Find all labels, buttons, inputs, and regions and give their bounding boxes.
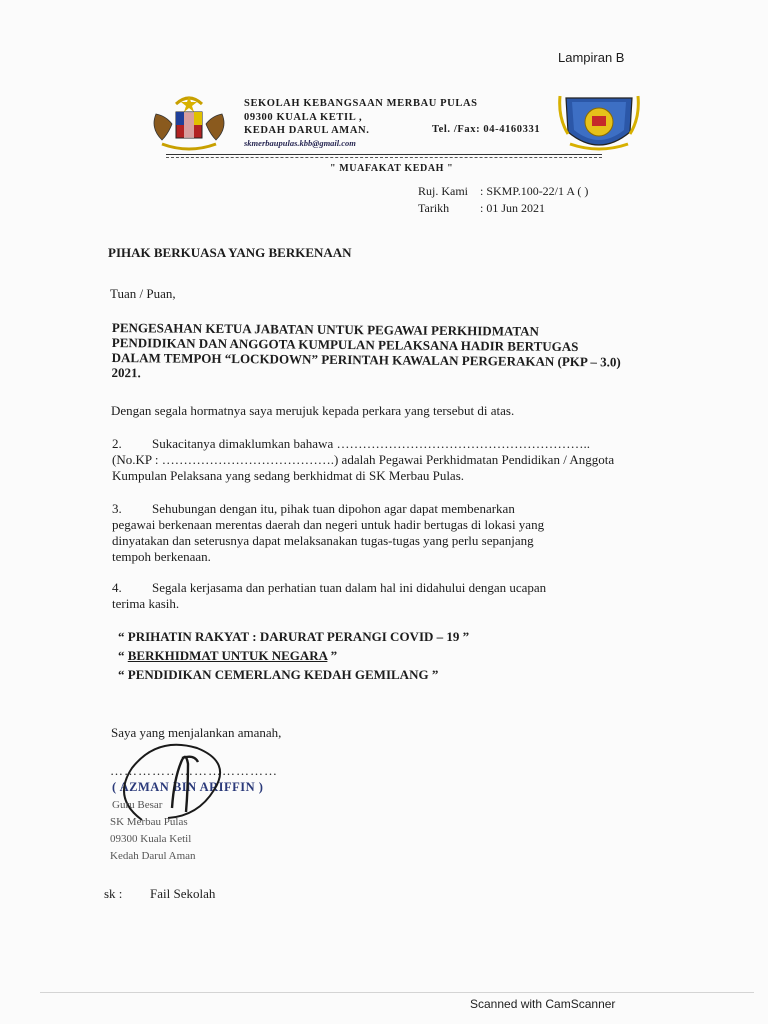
slogan-quote: ” xyxy=(330,648,338,663)
signer-address-line: Kedah Darul Aman xyxy=(110,850,196,862)
signer-name: ( AZMAN BIN ARIFFIN ) xyxy=(112,780,264,794)
letterhead-rule xyxy=(166,157,602,158)
paragraph-line: Kumpulan Pelaksana yang sedang berkhidmat di SK Merbau Pulas. xyxy=(112,468,465,483)
attachment-label: Lampiran B xyxy=(558,50,625,65)
paragraph-3 xyxy=(112,501,544,565)
school-address-line: 09300 KUALA KETIL , xyxy=(244,112,363,123)
subject-line: DALAM TEMPOH “LOCKDOWN” PERINTAH KAWALAN PERGERAKAN (PKP – 3.0) xyxy=(111,349,621,370)
salutation: Tuan / Puan, xyxy=(110,286,176,301)
subject-line: PENDIDIKAN DAN ANGGOTA KUMPULAN PELAKSANA HADIR BERTUGAS xyxy=(111,334,579,355)
paragraph-line: dinyatakan dan seterusnya dapat melaksanakan tugas-tugas yang perlu sepanjang xyxy=(112,533,534,548)
reference-block xyxy=(418,183,588,217)
date-label: Tarikh xyxy=(418,201,450,215)
signature-line: ……………………………… xyxy=(110,763,278,778)
ref-label: Ruj. Kami xyxy=(418,184,468,198)
slogan-quote: “ xyxy=(118,648,125,663)
paragraph-number: 3. xyxy=(112,501,122,516)
school-telfax: Tel. /Fax: 04-4160331 xyxy=(432,124,541,135)
slogan: “ PRIHATIN RAKYAT : DARURAT PERANGI COVID – 19 ” xyxy=(118,629,470,644)
slogan: “ PENDIDIKAN CEMERLANG KEDAH GEMILANG ” xyxy=(118,667,439,682)
paragraph-2 xyxy=(112,436,614,484)
paragraph-line: terima kasih. xyxy=(112,596,180,611)
letterhead-rule xyxy=(166,154,602,155)
subject-line: PENGESAHAN KETUA JABATAN UNTUK PEGAWAI PERKHIDMATAN xyxy=(111,320,539,339)
subject-line: 2021. xyxy=(111,364,141,381)
signer-address-line: 09300 Kuala Ketil xyxy=(110,833,192,845)
handwritten-signature xyxy=(102,728,242,828)
letter-subject xyxy=(111,320,652,385)
paragraph-line: Sehubungan dengan itu, pihak tuan dipohon agar dapat membenarkan xyxy=(152,501,515,516)
closing-line: Saya yang menjalankan amanah, xyxy=(111,725,282,740)
cc-value: Fail Sekolah xyxy=(150,886,216,901)
signer-title: Guru Besar xyxy=(112,799,163,811)
paragraph-4 xyxy=(112,580,546,612)
paragraph-line: (No.KP : ………………………………….) adalah Pegawai Perkhidmatan Pendidikan / Anggota xyxy=(112,452,615,467)
paragraph-number: 4. xyxy=(112,580,122,595)
scanner-watermark: Scanned with CamScanner xyxy=(470,997,616,1011)
paragraph-line: pegawai berkenaan merentas daerah dan negeri untuk hadir bertugas di lokasi yang xyxy=(112,517,545,532)
cc-label: sk : xyxy=(104,886,123,901)
paragraph-1: Dengan segala hormatnya saya merujuk kepada perkara yang tersebut di atas. xyxy=(111,403,515,418)
coat-of-arms-icon xyxy=(146,94,232,156)
slogan xyxy=(118,648,337,664)
paragraph-line: tempoh berkenaan. xyxy=(112,549,211,564)
date-value: : 01 Jun 2021 xyxy=(480,201,546,215)
school-address-line: KEDAH DARUL AMAN. xyxy=(244,125,370,136)
motto: " MUAFAKAT KEDAH " xyxy=(330,163,454,174)
school-name: SEKOLAH KEBANGSAAN MERBAU PULAS xyxy=(244,98,478,109)
school-email: skmerbaupulas.kbb@gmail.com xyxy=(244,138,356,148)
paragraph-line: Segala kerjasama dan perhatian tuan dalam hal ini didahului dengan ucapan xyxy=(152,580,547,595)
slogan-text: BERKHIDMAT UNTUK NEGARA xyxy=(127,648,328,663)
signer-school: SK Merbau Pulas xyxy=(110,816,188,828)
page-edge xyxy=(40,992,754,993)
school-crest-icon xyxy=(558,88,640,158)
addressee: PIHAK BERKUASA YANG BERKENAAN xyxy=(108,245,352,260)
paragraph-number: 2. xyxy=(112,436,122,451)
ref-value: : SKMP.100-22/1 A ( ) xyxy=(480,184,589,198)
paragraph-line: Sukacitanya dimaklumkan bahawa ………………………………………………….. xyxy=(152,436,590,451)
